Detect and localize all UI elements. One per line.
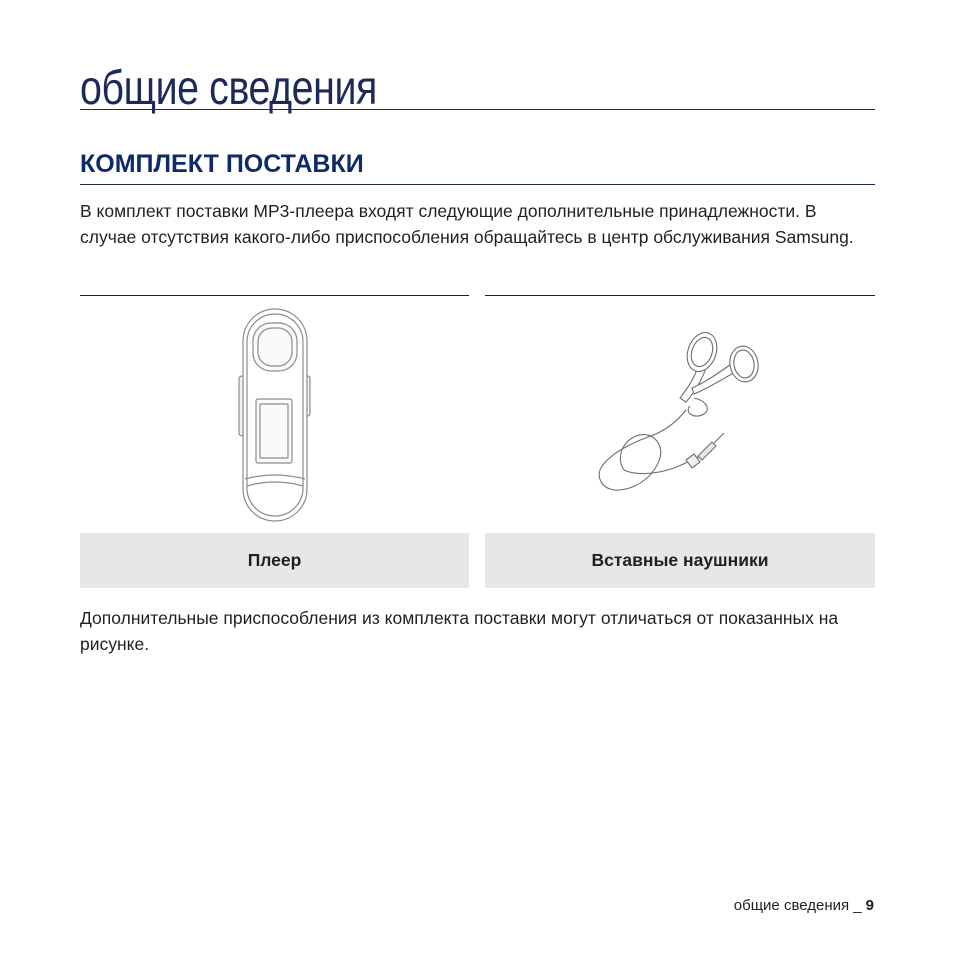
chapter-title: общие сведения bbox=[80, 62, 377, 115]
section-title: КОМПЛЕКТ ПОСТАВКИ bbox=[80, 150, 364, 178]
caption-player: Плеер bbox=[80, 533, 469, 588]
intro-paragraph: В комплект поставки MP3-плеера входят следующие дополнительные принадлежности. В случае отсутствия какого-либо приспособления обращайтесь в центр обслуживания Samsung. bbox=[80, 201, 854, 247]
page-footer bbox=[734, 895, 874, 917]
chapter-divider bbox=[80, 109, 875, 110]
left-column-divider bbox=[80, 295, 469, 296]
right-column-divider bbox=[485, 295, 875, 296]
note-paragraph: Дополнительные приспособления из комплекта поставки могут отличаться от показанных на рисунке. bbox=[80, 608, 839, 654]
page-number: 9 bbox=[865, 897, 874, 914]
earphones-icon bbox=[594, 330, 764, 500]
footer-label: общие сведения _ bbox=[733, 897, 862, 914]
mp3-player-icon bbox=[230, 306, 320, 524]
caption-earphones: Вставные наушники bbox=[485, 533, 875, 588]
section-divider bbox=[80, 184, 875, 185]
